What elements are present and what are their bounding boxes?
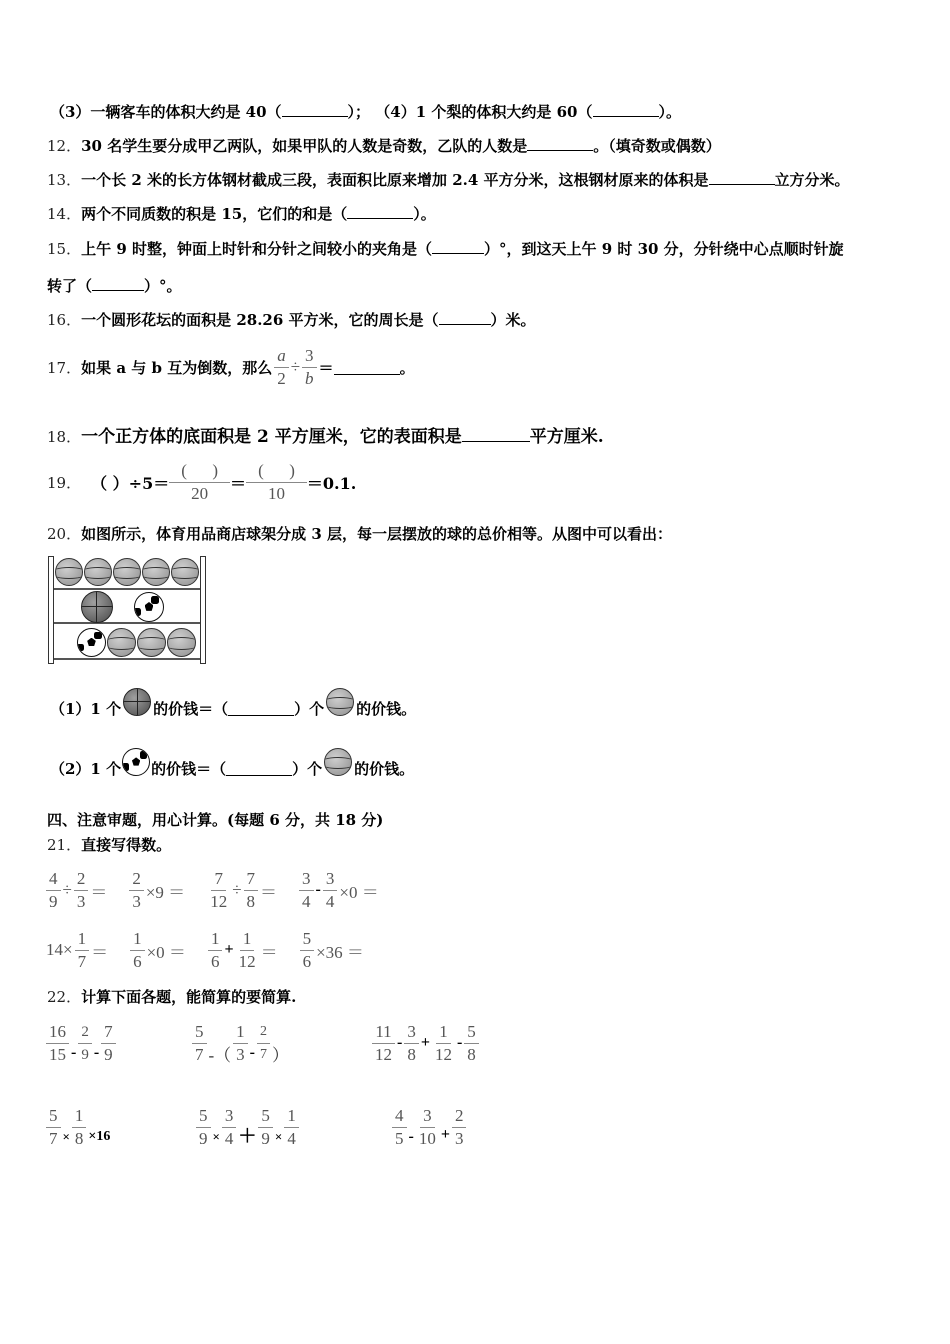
numerator: 5 [300,928,315,951]
denominator: 9 [81,1046,89,1063]
question-text: （ ）÷5＝ [91,473,170,493]
fraction [300,928,315,973]
question-text: 一个圆形花坛的面积是 28.26 平方米，它的周长是（ [81,311,439,329]
fraction [74,868,89,913]
numerator: 1 [284,1105,299,1128]
basketball-icon [123,688,151,716]
basketball-icon [81,591,113,623]
answer-blank[interactable] [334,360,400,375]
answer-blank[interactable] [439,310,491,325]
expression-tail: ×16 [88,1129,111,1144]
question-number: 17． [47,358,82,377]
fraction [258,1105,273,1150]
operator: - [71,1044,77,1061]
q11-part4-text: （4）1 个梨的体积大约是 60（ [375,103,593,121]
volleyball-icon [113,558,141,586]
operator: - [397,1034,403,1051]
question-text: 两个不同质数的积是 15，它们的和是（ [81,205,348,223]
numerator: 2 [257,1021,270,1044]
numerator: 1 [130,928,145,951]
equals-sign: ＝ [318,358,334,377]
question-text-end: 。 [399,358,415,377]
question-20 [47,524,672,544]
denominator: 4 [224,1128,234,1148]
sub-text-end: 的价钱。 [356,699,417,718]
shelf-board-1 [54,588,200,590]
q22-expression-2 [190,1018,289,1068]
question-text-end: ＝0.1. [306,473,357,493]
numerator: 1 [208,928,223,951]
denominator: 2 [277,368,286,388]
denominator: 7 [195,1044,204,1064]
question-text: 一个正方体的底面积是 2 平方厘米，它的表面积是 [81,427,462,447]
q22-expression-6 [390,1102,468,1152]
sub-text: 的价钱＝（ [153,699,229,718]
numerator: 2 [74,868,89,891]
question-number: 15． [47,240,82,258]
numerator-blank[interactable]: ( ) [169,460,230,483]
operator: -（ [208,1045,232,1065]
question-20-sub1 [50,690,416,726]
question-number: 13． [47,171,82,189]
fraction-a-over-2 [274,345,289,390]
fraction [75,928,90,973]
fraction [464,1021,479,1066]
shelf-left-post [48,556,54,664]
shelf-right-post [200,556,206,664]
answer-blank[interactable] [593,102,659,117]
numerator: 7 [244,868,259,891]
numerator: 7 [101,1021,116,1044]
fraction [284,1105,299,1150]
fraction [372,1021,395,1066]
numerator: 4 [392,1105,407,1128]
fraction [392,1105,407,1150]
volleyball-icon [107,628,136,657]
operator: + [420,1034,430,1051]
operator: × [274,1129,283,1144]
question-text-end: ）°。 [144,277,182,295]
fraction [78,1021,92,1066]
volleyball-icon [326,688,354,716]
volleyball-icon [55,558,83,586]
denominator: 4 [287,1128,296,1148]
answer-blank[interactable] [226,761,292,776]
denominator: 7 [77,951,87,971]
fraction-3-over-b [302,345,317,390]
numerator: 3 [299,868,314,891]
fraction [236,928,259,973]
volleyball-icon [142,558,170,586]
denominator: 8 [246,891,256,911]
question-19 [47,458,356,506]
fraction [196,1105,211,1150]
question-text: 转了（ [47,277,93,295]
section-4-heading [47,810,383,830]
question-text: 如图所示，体育用品商店球架分成 3 层，每一层摆放的球的总价相等。从图中可以看出： [81,525,672,543]
question-number: 20． [47,525,82,543]
denominator: 8 [74,1128,84,1148]
operator: + [224,941,234,958]
answer-blank[interactable] [462,427,530,442]
denominator: 12 [210,891,228,911]
question-text: 直接写得数。 [81,836,172,854]
expression-tail: ×0 ＝ [146,942,186,962]
question-number: 18． [47,428,82,446]
question-text: 上午 9 时整，钟面上时针和分针之间较小的夹角是（ [81,240,432,258]
fraction-blank-over-10[interactable] [246,460,307,505]
denominator: 8 [407,1044,416,1064]
volleyball-icon [84,558,112,586]
fraction [129,868,144,913]
question-18 [47,427,604,447]
numerator: 1 [436,1021,451,1044]
q21-row2 [46,926,364,974]
question-15 [47,239,844,259]
denominator: 5 [395,1128,404,1148]
question-14 [47,204,436,224]
numerator: 3 [323,868,338,891]
numerator: 5 [46,1105,61,1128]
denominator: 4 [302,891,311,911]
denominator: 9 [199,1128,208,1148]
question-text-end: ）。 [413,205,436,223]
fraction [192,1021,207,1066]
fraction [233,1021,248,1066]
q22-expression-3 [370,1018,481,1068]
question-17 [47,343,415,391]
denominator: 12 [434,1044,452,1064]
fraction [452,1105,467,1150]
denominator: 7 [49,1128,58,1148]
operator: × [212,1129,220,1144]
numerator: 2 [129,868,144,891]
fraction [46,868,61,913]
question-number: 16． [47,311,82,329]
sub-text: 的价钱＝（ [151,759,227,778]
question-22 [47,987,296,1007]
denominator: 3 [132,891,141,911]
question-number: 22． [47,988,82,1006]
fraction-blank-over-20[interactable] [169,460,230,505]
ball-shelf-figure [48,556,206,664]
question-text: 计算下面各题，能简算的要简算. [81,988,297,1006]
fraction [208,928,223,973]
answer-blank[interactable] [432,239,484,254]
denominator: 3 [236,1044,245,1064]
numerator: 1 [240,928,255,951]
equals-sign: ＝ [260,942,278,962]
denominator: 7 [260,1046,267,1062]
fraction [416,1105,439,1150]
soccer-ball-icon [122,748,150,776]
shelf-board-3 [54,658,200,660]
denominator: 12 [375,1044,392,1064]
fraction [222,1105,237,1150]
denominator: 12 [238,951,256,971]
question-12 [47,136,721,156]
question-text-end: 。（填奇数或偶数） [593,137,721,155]
numerator: 5 [196,1105,211,1128]
answer-blank[interactable] [228,701,294,716]
question-number: 14． [47,205,82,223]
denominator: b [305,368,314,388]
numerator: a [274,345,289,368]
denominator: 3 [76,891,86,911]
question-number: 19． [47,473,82,492]
question-number: 21． [47,836,82,854]
denominator: 6 [210,951,220,971]
volleyball-icon [324,748,352,776]
operator: ÷ [232,880,242,899]
fraction [257,1021,270,1066]
numerator: 7 [211,868,226,891]
equals-sign: ＝ [230,473,247,493]
soccer-ball-icon [77,628,106,657]
question-text-mid: ）°，到这天上午 9 时 30 分，分针绕中心点顺时针旋 [483,240,844,258]
fraction [432,1021,455,1066]
question-11-parts-3-4 [50,102,681,122]
question-text-end: 平方厘米. [529,427,604,447]
numerator-blank[interactable]: ( ) [246,460,307,483]
numerator: 5 [464,1021,479,1044]
close-paren: ） [272,1045,289,1065]
numerator: 1 [72,1105,87,1128]
question-16 [47,310,536,330]
q11-part3-text: （3）一辆客车的体积大约是 40（ [50,103,282,121]
expression-lead: 14× [46,940,73,959]
answer-blank[interactable] [347,204,413,219]
numerator: 1 [233,1021,248,1044]
question-15-line2 [47,276,182,296]
shelf-board-2 [54,622,200,624]
denominator: 20 [191,483,209,503]
divide-sign: ÷ [290,357,301,376]
q11-part4-end: ）。 [658,103,682,121]
denominator: 10 [267,483,285,503]
fraction [72,1105,87,1150]
denominator: 4 [325,891,335,911]
numerator: 16 [46,1021,69,1044]
fraction [130,928,145,973]
answer-blank[interactable] [92,276,144,291]
denominator: 8 [467,1044,476,1064]
volleyball-icon [167,628,196,657]
expression-tail: ×36 ＝ [316,942,364,962]
operator: - [249,1044,255,1061]
expression-tail: ×9 ＝ [145,882,186,902]
fraction [207,868,230,913]
denominator: 15 [49,1044,66,1064]
q11-part3-end: ）； [347,103,371,121]
operator: - [315,881,321,898]
numerator: 2 [452,1105,467,1128]
soccer-ball-icon [134,592,164,622]
fraction [101,1021,116,1066]
numerator: 3 [404,1021,419,1044]
volleyball-icon [137,628,166,657]
sub-label: （2）1 个 [50,759,122,778]
numerator: 3 [420,1105,435,1128]
fraction [244,868,259,913]
expression-tail: ×0 ＝ [339,882,379,902]
equals-sign: ＝ [90,882,108,902]
operator: + [440,1126,450,1143]
answer-blank[interactable] [282,102,348,117]
equals-sign: ＝ [91,942,109,962]
numerator: 3 [222,1105,237,1128]
q22-expression-5 [194,1102,301,1152]
equals-sign: ＝ [260,882,278,902]
numerator: 5 [258,1105,273,1128]
question-text: 一个长 2 米的长方体钢材截成三段，表面积比原来增加 2.4 平方分米，这根钢材原来的体积是 [81,171,709,189]
question-number: 12． [47,137,82,155]
question-21 [47,835,171,855]
denominator: 6 [133,951,142,971]
denominator: 10 [418,1128,436,1148]
question-13 [47,170,850,190]
operator: - [408,1128,414,1145]
operator: × [62,1129,70,1144]
section-title: 四、注意审题，用心计算。(每题 6 分，共 18 分) [47,811,384,829]
denominator: 3 [454,1128,464,1148]
denominator: 9 [104,1044,113,1064]
numerator: 11 [372,1021,394,1044]
sub-text-end: 的价钱。 [354,759,415,778]
numerator: 5 [192,1021,207,1044]
sub-label: （1）1 个 [50,699,122,718]
numerator: 2 [78,1021,92,1044]
operator: ＋ [238,1126,257,1146]
q21-row1 [44,866,379,914]
question-text-end: ）米。 [490,311,536,329]
denominator: 6 [302,951,312,971]
answer-blank[interactable] [527,136,593,151]
q22-expression-1 [44,1018,118,1068]
fraction [404,1021,419,1066]
numerator: 1 [75,928,90,951]
volleyball-icon [171,558,199,586]
q22-expression-4 [44,1102,110,1152]
fraction [299,868,314,913]
operator: - [93,1044,100,1061]
sub-text: ）个 [294,699,325,718]
question-text-end: 立方分米。 [774,171,850,189]
question-20-sub2 [50,750,414,786]
fraction [323,868,338,913]
sub-text: ）个 [292,759,323,778]
numerator: 3 [302,345,317,368]
question-text: 30 名学生要分成甲乙两队，如果甲队的人数是奇数，乙队的人数是 [81,137,528,155]
denominator: 9 [261,1128,270,1148]
operator: - [456,1034,463,1051]
operator: ÷ [62,880,72,899]
fraction [46,1021,69,1066]
numerator: 4 [46,868,61,891]
denominator: 9 [49,891,58,911]
answer-blank[interactable] [709,170,775,185]
fraction [46,1105,61,1150]
question-text: 如果 a 与 b 互为倒数，那么 [81,358,273,377]
